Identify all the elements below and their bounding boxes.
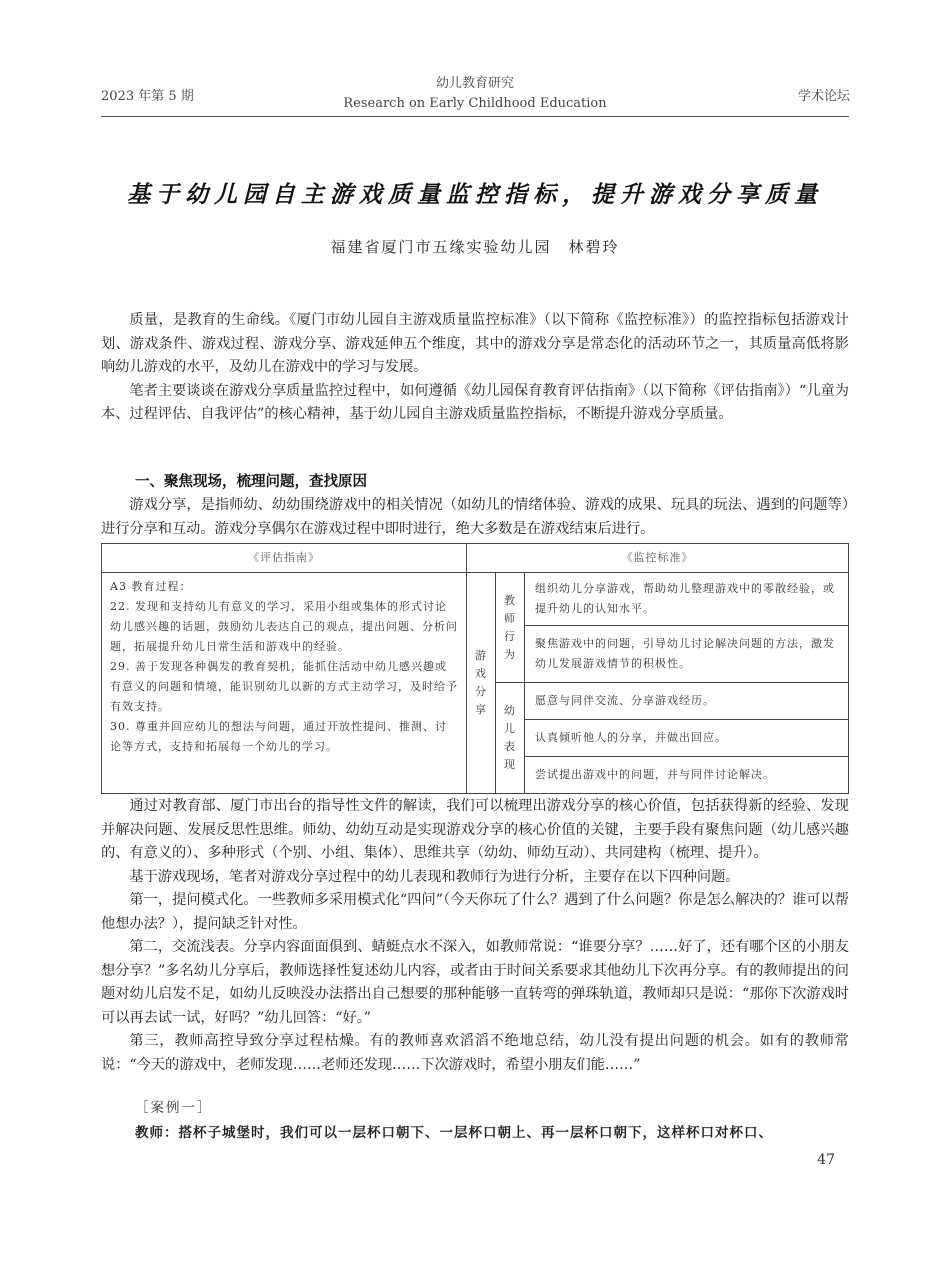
paragraph: 游戏分享，是指师幼、幼幼围绕游戏中的相关情况（如幼儿的情绪体验、游戏的成果、玩具的玩法、遇到的问题等）进行分享和互动。游戏分享偶尔在游戏过程中即时进行，绝大多数是在游戏结束后进行。 xyxy=(101,497,849,537)
teacher-label: 教师行为 xyxy=(504,593,516,661)
page-number: 47 xyxy=(817,1152,835,1168)
case-label: ［案例一］ xyxy=(135,1100,213,1116)
child-item: 愿意与同伴交流、分享游戏经历。 xyxy=(525,683,849,720)
child-label: 幼儿表现 xyxy=(504,704,516,771)
column-label: 学术论坛 xyxy=(797,89,850,104)
journal-title-cn: 幼儿教育研究 xyxy=(435,76,514,91)
guide-content-cell xyxy=(102,573,467,794)
paragraph: 通过对教育部、厦门市出台的指导性文件的解读，我们可以梳理出游戏分享的核心价值，包括获得新的经验、发现并解决问题、发展反思性思维。师幼、幼幼互动是实现游戏分享的核心价值的关键，主要手段有聚焦问题（幼儿感兴趣的、有意义的）、多种形式（个别、小组、集体）、思维共享（幼幼、师幼互动）、共同建构（梳理、提升）。 xyxy=(101,798,849,861)
paragraph: 第三，教师高控导致分享过程枯燥。有的教师喜欢滔滔不绝地总结，幼儿没有提出问题的机会。如有的教师常说：“今天的游戏中，老师发现……老师还发现……下次游戏时，希望小朋友们能……” xyxy=(101,1033,849,1073)
table-header-left: 《评估指南》 xyxy=(102,544,467,573)
comparison-table xyxy=(101,543,849,794)
child-item: 尝试提出游戏中的问题，并与同伴讨论解决。 xyxy=(525,757,849,794)
analysis-section xyxy=(101,795,849,1077)
section-paragraph xyxy=(101,494,849,541)
table-header-right: 《监控标准》 xyxy=(467,544,849,573)
intro-section xyxy=(101,309,849,427)
intro-paragraph: 质量，是教育的生命线。《厦门市幼儿园自主游戏质量监控标准》（以下简称《监控标准》）的监控指标包括游戏计划、游戏条件、游戏过程、游戏分享、游戏延伸五个维度，其中的游戏分享是常态化的活动环节之一，其质量高低将影响幼儿游戏的水平，及幼儿在游戏中的学习与发展。 xyxy=(101,312,849,375)
paragraph: 基于游戏现场，笔者对游戏分享过程中的幼儿表现和教师行为进行分析，主要存在以下四种问题。 xyxy=(129,868,740,885)
table-row xyxy=(102,573,849,626)
teacher-item: 聚焦游戏中的问题，引导幼儿讨论解决问题的方法，激发幼儿发展游戏情节的积极性。 xyxy=(525,626,849,683)
case-dialogue-line: 教师：搭杯子城堡时，我们可以一层杯口朝下、一层杯口朝上、再一层杯口朝下，这样杯口对杯口、 xyxy=(135,1125,773,1141)
teacher-item: 组织幼儿分享游戏，帮助幼儿整理游戏中的零散经验，或提升幼儿的认知水平。 xyxy=(525,573,849,626)
header-rule xyxy=(101,116,849,117)
guide-content: A3 教育过程： 22. 发现和支持幼儿有意义的学习，采用小组或集体的形式讨论幼儿感兴趣的话题，鼓励幼儿表达自己的观点，提出问题、分析问题，拓展提升幼儿日常生活和游戏中的经验。 29. 善于发现各种偶发的教育契机，能抓住活动中幼儿感兴趣或有意义的问题和情境，能识别幼儿以新的方式主动学习，及时给予有效支持。 30. 尊重并回应幼儿的想法与问题，通过开放性提问、推测、讨论等方式，支持和拓展每一个幼儿的学习。 xyxy=(110,580,458,753)
paragraph: 第一，提问模式化。一些教师多采用模式化“四问”（今天你玩了什么？遇到了什么问题？你是怎么解决的？谁可以帮他想办法？），提问缺乏针对性。 xyxy=(101,892,849,932)
category-label: 游戏分享 xyxy=(475,649,487,716)
intro-paragraph: 笔者主要谈谈在游戏分享质量监控过程中，如何遵循《幼儿园保育教育评估指南》（以下简称《评估指南》）“儿童为本、过程评估、自我评估”的核心精神，基于幼儿园自主游戏质量监控指标，不断提升游戏分享质量。 xyxy=(101,382,849,422)
author-line: 福建省厦门市五缘实验幼儿园 林碧玲 xyxy=(330,238,620,256)
child-label-cell xyxy=(496,683,525,794)
table-header-row xyxy=(102,544,849,573)
section-heading: 一、聚焦现场，梳理问题，查找原因 xyxy=(135,473,367,490)
paragraph: 第二，交流浅表。分享内容面面俱到、蜻蜓点水不深入，如教师常说：“谁要分享？……好了，还有哪个区的小朋友想分享？”多名幼儿分享后，教师选择性复述幼儿内容，或者由于时间关系要求其他幼儿下次再分享。有的教师提出的问题对幼儿启发不足，如幼儿反映没办法搭出自己想要的那种能够一直转弯的弹珠轨道，教师却只是说：“那你下次游戏时可以再去试一试，好吗？”幼儿回答：“好。” xyxy=(101,939,849,1026)
article-title: 基于幼儿园自主游戏质量监控指标，提升游戏分享质量 xyxy=(127,181,823,208)
child-item: 认真倾听他人的分享，并做出回应。 xyxy=(525,720,849,757)
teacher-label-cell xyxy=(496,573,525,683)
category-cell xyxy=(467,573,496,794)
issue-label: 2023 年第 5 期 xyxy=(101,89,194,104)
journal-title-en: Research on Early Childhood Education xyxy=(343,96,607,111)
